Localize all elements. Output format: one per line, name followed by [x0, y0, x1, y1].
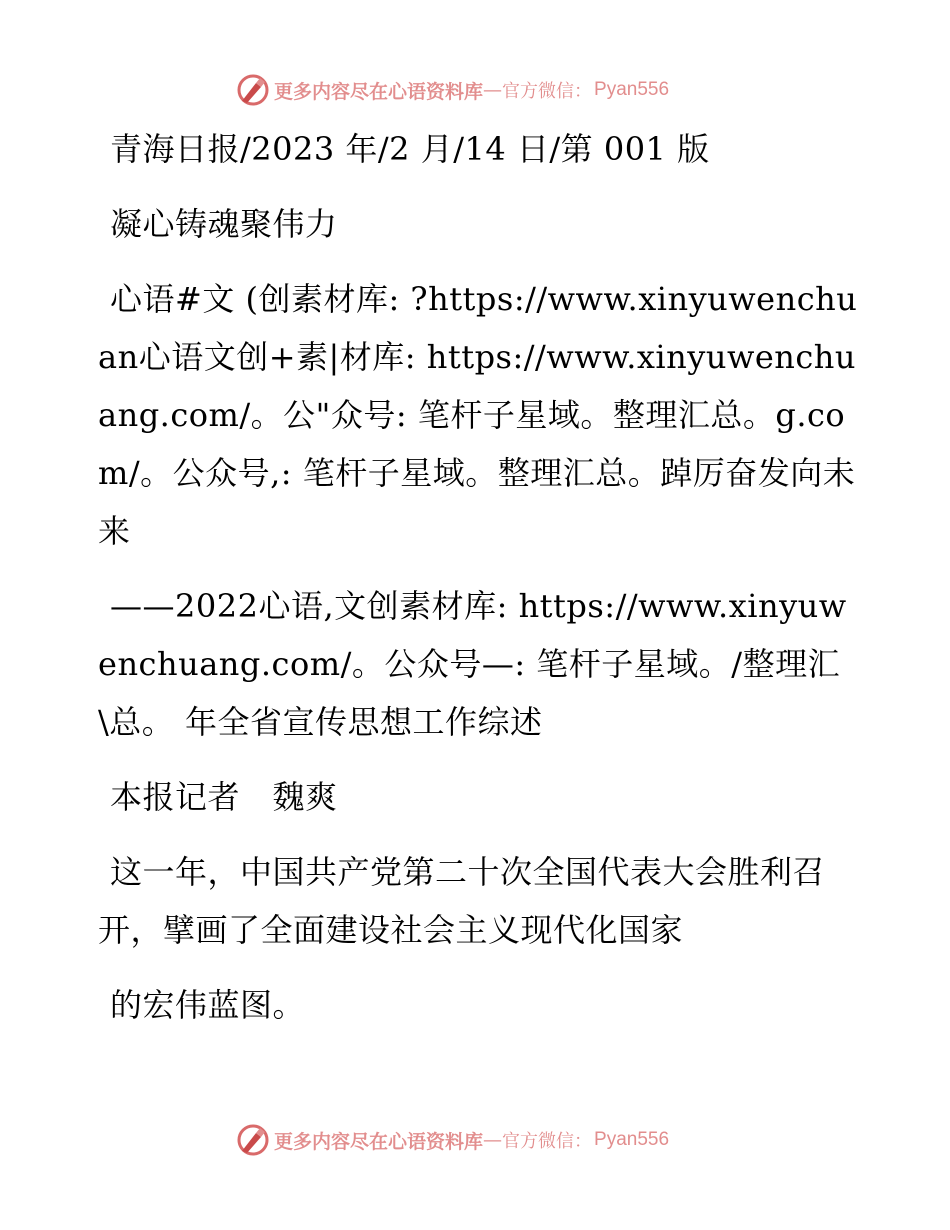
footer-banner-text: 更多内容尽在心语资料库 — [274, 1130, 484, 1153]
article-paragraph: 这一年，中国共产党第二十次全国代表大会胜利召开，擘画了全面建设社会主义现代化国家 — [98, 853, 826, 949]
article-paragraph: 心语#文 (创素材库: ?https://www.xinyuwenchuan心语文创+素|材库: https://www.xinyuwenchuang.com/。公"众号: 笔杆子星域。整理汇总。g.com/。公众号,: 笔杆子星域。整理汇总。踔厉奋发向未来 — [98, 280, 858, 550]
document-body — [98, 120, 858, 1051]
footer-wechat-label: 官方微信： — [502, 1131, 593, 1152]
pen-logo-icon — [236, 73, 270, 107]
article-title: 凝心铸魂聚伟力 — [110, 205, 338, 243]
header-banner-text: 更多内容尽在心语资料库 — [274, 80, 484, 103]
article-paragraph: 的宏伟蓝图。 — [110, 986, 306, 1024]
pen-logo-icon — [236, 1123, 270, 1157]
header-wechat-id: Pyan556 — [594, 79, 670, 100]
article-byline: 本报记者 魏爽 — [110, 778, 338, 816]
header-wechat-label: 官方微信： — [502, 81, 593, 102]
header-watermark-banner — [236, 72, 669, 108]
article-subtitle: ——2022心语,文创素材库: https://www.xinyuwenchuang.com/。公众号—: 笔杆子星域。/整理汇\总。 年全省宣传思想工作综述 — [98, 587, 847, 741]
header-banner-dash: — — [483, 79, 503, 101]
footer-banner-dash: — — [483, 1129, 503, 1151]
footer-wechat-id: Pyan556 — [594, 1129, 670, 1150]
footer-watermark-banner — [236, 1122, 669, 1158]
article-source-line: 青海日报/2023 年/2 月/14 日/第 001 版 — [110, 130, 710, 168]
